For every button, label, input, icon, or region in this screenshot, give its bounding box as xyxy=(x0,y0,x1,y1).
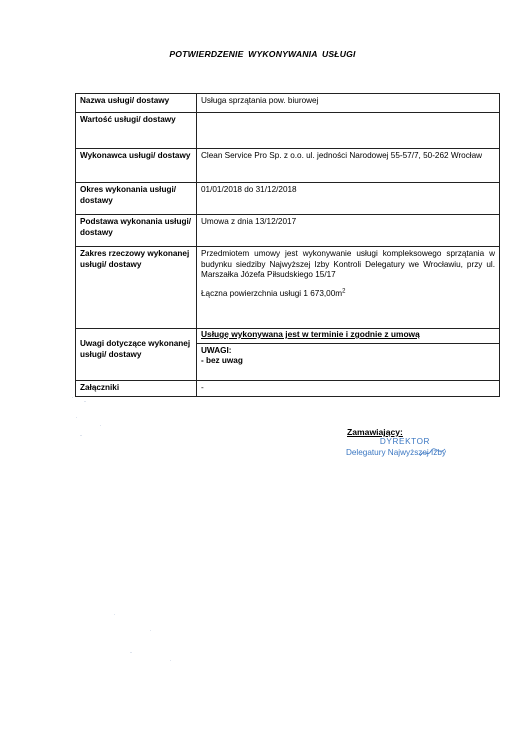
area-text: Łączna powierzchnia usługi 1 673,00m xyxy=(201,288,343,298)
scan-noise xyxy=(70,395,130,445)
table-row xyxy=(76,183,500,215)
signature-scribble xyxy=(418,446,448,460)
row-value: - xyxy=(197,381,500,397)
row-label: Uwagi dotyczące wykonanej usługi/ dostawy xyxy=(76,329,197,381)
table-row xyxy=(76,247,500,329)
scan-noise xyxy=(110,610,190,670)
table-row xyxy=(76,149,500,183)
row-label: Wykonawca usługi/ dostawy xyxy=(76,149,197,183)
scope-description: Przedmiotem umowy jest wykonywanie usługi kompleksowego sprzątania w budynku siedziby Najwyższej Izby Kontroli Delegatury we Wrocławiu, przy ul. Marszałka Józefa Piłsudskiego 15/17 xyxy=(201,249,495,279)
table-row xyxy=(76,329,500,381)
row-label: Podstawa wykonania usługi/ dostawy xyxy=(76,215,197,247)
row-value: 01/01/2018 do 31/12/2018 xyxy=(197,183,500,215)
remarks-value: - bez uwag xyxy=(201,356,243,365)
row-label: Załączniki xyxy=(76,381,197,397)
row-value xyxy=(197,113,500,149)
document-title: POTWIERDZENIE WYKONYWANIA USŁUGI xyxy=(169,49,356,59)
row-value xyxy=(197,247,500,329)
area-unit-superscript: 2 xyxy=(342,287,346,294)
table-row xyxy=(76,94,500,113)
table-row xyxy=(76,113,500,149)
stamp-institution: Delegatury Najwyższej Izby xyxy=(345,448,447,457)
table-row xyxy=(76,215,500,247)
row-label: Okres wykonania usługi/ dostawy xyxy=(76,183,197,215)
row-value xyxy=(197,329,500,381)
row-label: Nazwa usługi/ dostawy xyxy=(76,94,197,113)
confirmation-table xyxy=(75,93,500,397)
remarks-statement: Usługę wykonywana jest w terminie i zgodnie z umową xyxy=(197,329,499,344)
row-label: Zakres rzeczowy wykonanej usługi/ dostawy xyxy=(76,247,197,329)
row-label: Wartość usługi/ dostawy xyxy=(76,113,197,149)
table-row xyxy=(76,381,500,397)
remarks-heading: UWAGI: xyxy=(201,345,232,355)
row-value: Umowa z dnia 13/12/2017 xyxy=(197,215,500,247)
row-value: Clean Service Pro Sp. z o.o. ul. jedności Narodowej 55-57/7, 50-262 Wrocław xyxy=(197,149,500,183)
row-value: Usługa sprzątania pow. biurowej xyxy=(197,94,500,113)
area-line xyxy=(201,289,495,300)
stamp-title: DYREKTOR xyxy=(379,437,431,446)
signature-label: Zamawiający: xyxy=(347,427,403,437)
